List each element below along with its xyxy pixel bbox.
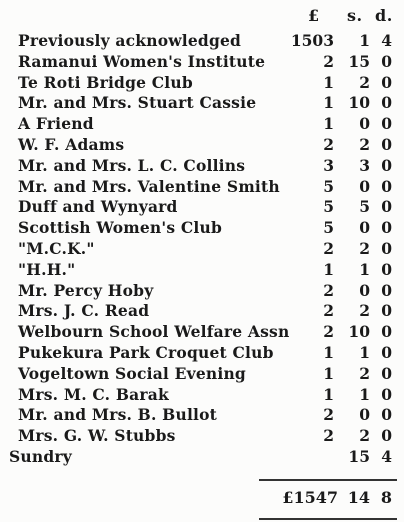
donor-name: Vogeltown Social Evening bbox=[18, 363, 246, 383]
donor-name: "M.C.K." bbox=[18, 238, 95, 258]
total-row bbox=[0, 487, 404, 509]
donation-shillings: 2 bbox=[359, 238, 370, 258]
donation-pence: 0 bbox=[381, 93, 392, 113]
donation-pence: 0 bbox=[381, 238, 392, 258]
donor-row bbox=[0, 301, 404, 322]
donor-name: A Friend bbox=[18, 114, 94, 134]
total-top-rule bbox=[259, 479, 397, 481]
donation-pence: 0 bbox=[381, 405, 392, 425]
donation-pence: 4 bbox=[381, 31, 392, 50]
donor-name: Mr. and Mrs. Valentine Smith bbox=[18, 176, 280, 196]
donor-row bbox=[0, 426, 404, 447]
donation-pounds: 1 bbox=[323, 342, 334, 362]
donor-name: Te Roti Bridge Club bbox=[18, 72, 193, 92]
donation-pence: 0 bbox=[381, 384, 392, 404]
donation-pence: 0 bbox=[381, 51, 392, 71]
donor-row bbox=[0, 93, 404, 114]
donation-shillings: 0 bbox=[359, 280, 370, 300]
donation-pence: 0 bbox=[381, 426, 392, 446]
donor-name: Welbourn School Welfare Assn bbox=[18, 322, 290, 342]
donation-pounds: 1503 bbox=[290, 31, 334, 50]
donor-name: Mrs. G. W. Stubbs bbox=[18, 426, 176, 446]
donation-pence: 0 bbox=[381, 301, 392, 321]
donor-name: Duff and Wynyard bbox=[18, 197, 178, 217]
donation-shillings: 2 bbox=[359, 363, 370, 383]
donation-pence: 0 bbox=[381, 259, 392, 279]
donor-row bbox=[0, 52, 404, 73]
donor-row bbox=[0, 177, 404, 198]
donor-row bbox=[0, 447, 404, 468]
donor-row bbox=[0, 114, 404, 135]
donor-name: Mr. and Mrs. L. C. Collins bbox=[18, 155, 246, 175]
donor-row bbox=[0, 135, 404, 156]
total-bottom-rule bbox=[259, 518, 397, 520]
donor-name: Mr. and Mrs. Stuart Cassie bbox=[18, 93, 257, 113]
total-pence: 8 bbox=[380, 488, 392, 507]
donation-pence: 0 bbox=[381, 363, 392, 383]
donor-name: Pukekura Park Croquet Club bbox=[18, 342, 274, 362]
donor-row bbox=[0, 260, 404, 281]
donation-shillings: 10 bbox=[348, 322, 370, 342]
donation-shillings: 2 bbox=[359, 426, 370, 446]
donation-pounds: 3 bbox=[323, 155, 334, 175]
donation-shillings: 3 bbox=[359, 155, 370, 175]
donor-row bbox=[0, 31, 404, 52]
donation-pounds: 2 bbox=[323, 238, 334, 258]
donation-pounds: 1 bbox=[323, 363, 334, 383]
donation-pence: 4 bbox=[381, 446, 392, 466]
donation-pounds: 2 bbox=[323, 280, 334, 300]
donation-shillings: 1 bbox=[359, 259, 370, 279]
donation-shillings: 0 bbox=[359, 218, 370, 238]
donor-name: "H.H." bbox=[18, 259, 76, 279]
donation-pounds: 1 bbox=[323, 384, 334, 404]
donation-pence: 0 bbox=[381, 322, 392, 342]
donation-pounds: 1 bbox=[323, 259, 334, 279]
donation-pence: 0 bbox=[381, 197, 392, 217]
donor-row bbox=[0, 405, 404, 426]
donor-row bbox=[0, 239, 404, 260]
donation-shillings: 2 bbox=[359, 134, 370, 154]
donor-row bbox=[0, 156, 404, 177]
donor-row bbox=[0, 197, 404, 218]
donation-shillings: 15 bbox=[348, 446, 370, 466]
donation-shillings: 1 bbox=[359, 342, 370, 362]
donation-pence: 0 bbox=[381, 176, 392, 196]
donation-pence: 0 bbox=[381, 280, 392, 300]
donation-shillings: 2 bbox=[359, 72, 370, 92]
donation-pounds: 2 bbox=[323, 405, 334, 425]
donor-row bbox=[0, 218, 404, 239]
donation-pence: 0 bbox=[381, 155, 392, 175]
total-pounds: £1547 bbox=[282, 488, 338, 507]
total-shillings: 14 bbox=[347, 488, 370, 507]
donation-shillings: 0 bbox=[359, 114, 370, 134]
donor-name: Ramanui Women's Institute bbox=[18, 51, 266, 71]
donor-row bbox=[0, 322, 404, 343]
donor-name: W. F. Adams bbox=[18, 134, 125, 154]
donor-name: Sundry bbox=[9, 446, 72, 466]
donor-name: Previously acknowledged bbox=[18, 31, 242, 50]
shillings-column-header: s. bbox=[347, 6, 363, 25]
donation-shillings: 1 bbox=[359, 31, 370, 50]
donation-pence: 0 bbox=[381, 134, 392, 154]
donation-pounds: 1 bbox=[323, 93, 334, 113]
donation-shillings: 0 bbox=[359, 405, 370, 425]
donor-name: Mr. and Mrs. B. Bullot bbox=[18, 405, 218, 425]
donor-row bbox=[0, 73, 404, 94]
donor-name: Scottish Women's Club bbox=[18, 218, 222, 238]
donation-pounds: 2 bbox=[323, 134, 334, 154]
donation-pence: 0 bbox=[381, 72, 392, 92]
donor-row bbox=[0, 385, 404, 406]
donor-name: Mrs. J. C. Read bbox=[18, 301, 150, 321]
donor-name: Mr. Percy Hoby bbox=[18, 280, 154, 300]
donation-pence: 0 bbox=[381, 342, 392, 362]
donor-row bbox=[0, 281, 404, 302]
donation-shillings: 0 bbox=[359, 176, 370, 196]
donation-pounds: 2 bbox=[323, 51, 334, 71]
donation-pounds: 1 bbox=[323, 114, 334, 134]
donor-row bbox=[0, 364, 404, 385]
donor-row bbox=[0, 343, 404, 364]
donation-shillings: 1 bbox=[359, 384, 370, 404]
donation-pounds: 5 bbox=[323, 197, 334, 217]
donation-pounds: 2 bbox=[323, 322, 334, 342]
donation-pounds: 2 bbox=[323, 301, 334, 321]
donation-pounds: 2 bbox=[323, 426, 334, 446]
donation-pence: 0 bbox=[381, 114, 392, 134]
pence-column-header: d. bbox=[375, 6, 393, 25]
donation-pounds: 5 bbox=[323, 176, 334, 196]
donor-name: Mrs. M. C. Barak bbox=[18, 384, 169, 404]
donation-pence: 0 bbox=[381, 218, 392, 238]
pounds-column-header: £ bbox=[308, 6, 320, 25]
donation-pounds: 5 bbox=[323, 218, 334, 238]
donation-shillings: 5 bbox=[359, 197, 370, 217]
donation-pounds: 1 bbox=[323, 72, 334, 92]
donation-shillings: 2 bbox=[359, 301, 370, 321]
donation-shillings: 10 bbox=[348, 93, 370, 113]
donation-shillings: 15 bbox=[348, 51, 370, 71]
donor-list bbox=[0, 31, 404, 468]
